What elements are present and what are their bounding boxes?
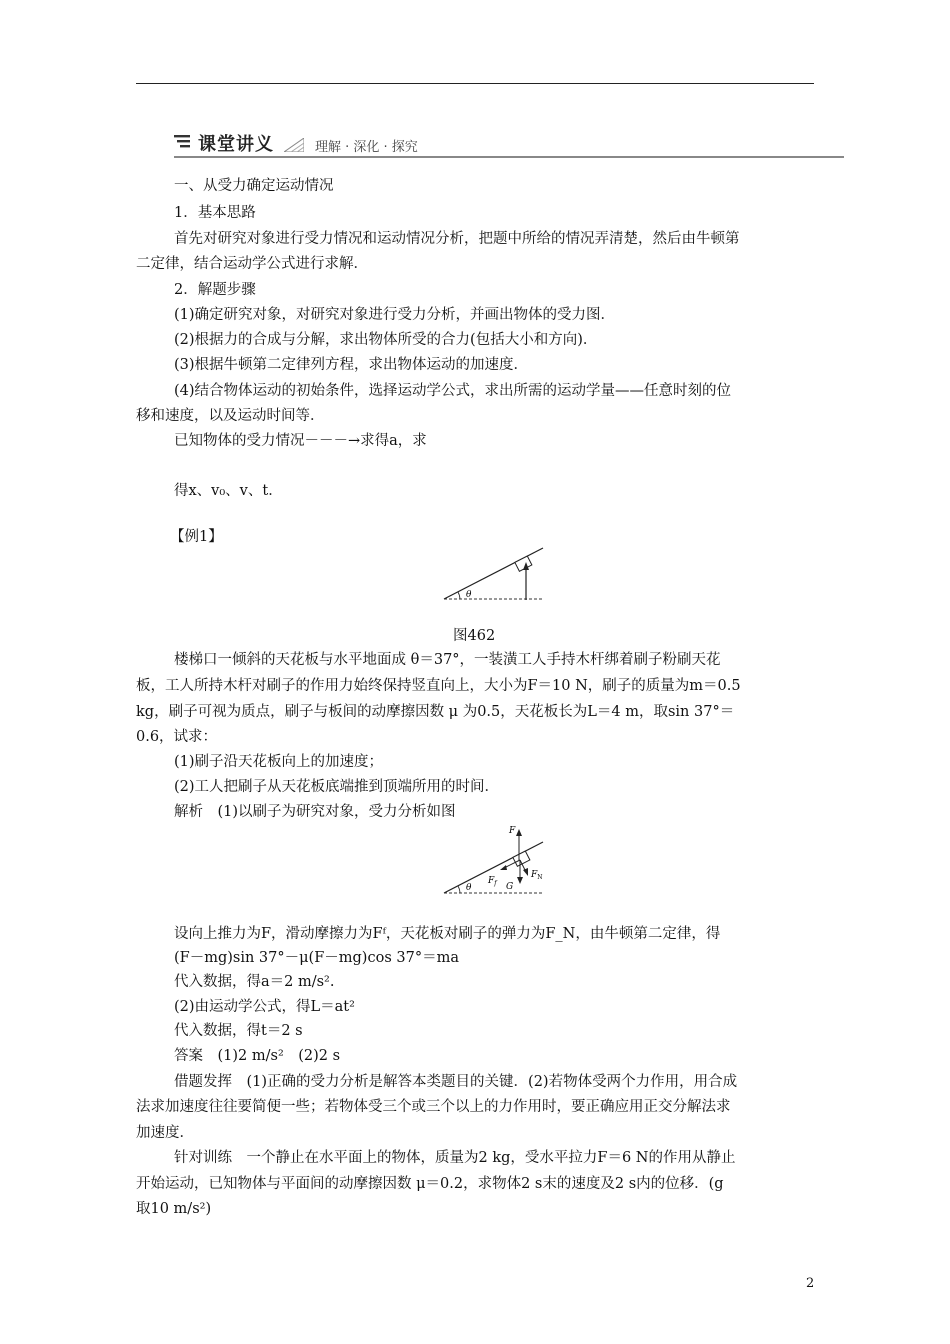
equation-line: (F－mg)sin 37°－μ(F－mg)cos 37°＝ma xyxy=(174,950,459,966)
figure-caption: 图462 xyxy=(453,628,496,644)
problem-line: 0.6，试求： xyxy=(136,729,218,745)
section-subtitle: 理解 · 深化 · 探究 xyxy=(315,140,418,155)
insight-line: 加速度． xyxy=(136,1125,194,1141)
header-stripes-icon xyxy=(174,134,190,150)
page-number: 2 xyxy=(806,1276,815,1291)
practice-line: 取10 m/s²) xyxy=(136,1201,212,1217)
question-1: (1)刷子沿天花板向上的加速度； xyxy=(174,754,384,770)
practice-line: 针对训练 一个静止在水平面上的物体，质量为2 kg，受水平拉力F＝6 N的作用从静止 xyxy=(174,1150,736,1166)
practice-line: 开始运动，已知物体与平面间的动摩擦因数 μ＝0.2，求物体2 s末的速度及2 s内的位移．(g xyxy=(136,1176,724,1192)
step-1: (1)确定研究对象，对研究对象进行受力分析，并画出物体的受力图． xyxy=(174,307,616,323)
solution-line: 代入数据，得t＝2 s xyxy=(174,1023,303,1039)
heading-basic-idea: 1．基本思路 xyxy=(174,205,256,221)
problem-line: 楼梯口一倾斜的天花板与水平地面成 θ＝37°，一装潢工人手持木杆绑着刷子粉刷天花 xyxy=(174,652,721,668)
solution-intro: 解析 (1)以刷子为研究对象，受力分析如图 xyxy=(174,804,456,820)
heading-section-one: 一、从受力确定运动情况 xyxy=(174,178,334,194)
header-underline xyxy=(174,156,844,158)
figure-force-diagram xyxy=(440,820,550,898)
flow-line-cont: 得x、v₀、v、t． xyxy=(174,483,283,499)
solution-line: (2)由运动学公式，得L＝at² xyxy=(174,999,355,1015)
problem-line: kg，刷子可视为质点，刷子与板间的动摩擦因数 μ 为0.5，天花板长为L＝4 m，取sin 37°＝ xyxy=(136,704,735,720)
force-label-G: G xyxy=(506,882,514,892)
force-label-FN: $F_N$ xyxy=(531,870,543,881)
header-wedge-icon xyxy=(284,138,304,152)
force-label-F: F xyxy=(509,826,516,836)
section-header xyxy=(172,128,844,158)
solution-line: 代入数据，得a＝2 m/s². xyxy=(174,974,335,990)
flow-line: 已知物体的受力情况－－－→求得a，求 xyxy=(174,433,427,449)
insight-line: 借题发挥 (1)正确的受力分析是解答本类题目的关键．(2)若物体受两个力作用，用合成 xyxy=(174,1074,738,1090)
paragraph-line: 二定律，结合运动学公式进行求解． xyxy=(136,256,368,272)
insight-line: 法求加速度往往要简便一些；若物体受三个或三个以上的力作用时，要正确应用正交分解法求 xyxy=(136,1099,731,1115)
step-3: (3)根据牛顿第二定律列方程，求出物体运动的加速度． xyxy=(174,357,529,373)
step-4-cont: 移和速度，以及运动时间等． xyxy=(136,408,325,424)
heading-steps: 2．解题步骤 xyxy=(174,282,256,298)
question-2: (2)工人把刷子从天花板底端推到顶端所用的时间． xyxy=(174,779,500,795)
problem-line: 板，工人所持木杆对刷子的作用力始终保持竖直向上，大小为F＝10 N，刷子的质量为m＝0.5 xyxy=(136,678,741,694)
top-rule xyxy=(136,83,814,84)
paragraph-line: 首先对研究对象进行受力情况和运动情况分析，把题中所给的情况弄清楚，然后由牛顿第 xyxy=(174,231,740,247)
force-label-Ff: $F_f$ xyxy=(488,876,497,887)
angle-label: θ xyxy=(466,590,472,600)
answer-line: 答案 (1)2 m/s² (2)2 s xyxy=(174,1048,341,1064)
step-4: (4)结合物体运动的初始条件，选择运动学公式，求出所需的运动学量——任意时刻的位 xyxy=(174,383,732,399)
solution-line: 设向上推力为F，滑动摩擦力为Fᶠ，天花板对刷子的弹力为F_N，由牛顿第二定律，得 xyxy=(174,926,721,942)
section-title: 课堂讲义 xyxy=(198,134,274,155)
figure-ceiling-brush xyxy=(440,544,550,604)
example-label: 【例1】 xyxy=(170,529,223,545)
angle-label: θ xyxy=(466,883,472,893)
step-2: (2)根据力的合成与分解，求出物体所受的合力(包括大小和方向)． xyxy=(174,332,598,348)
